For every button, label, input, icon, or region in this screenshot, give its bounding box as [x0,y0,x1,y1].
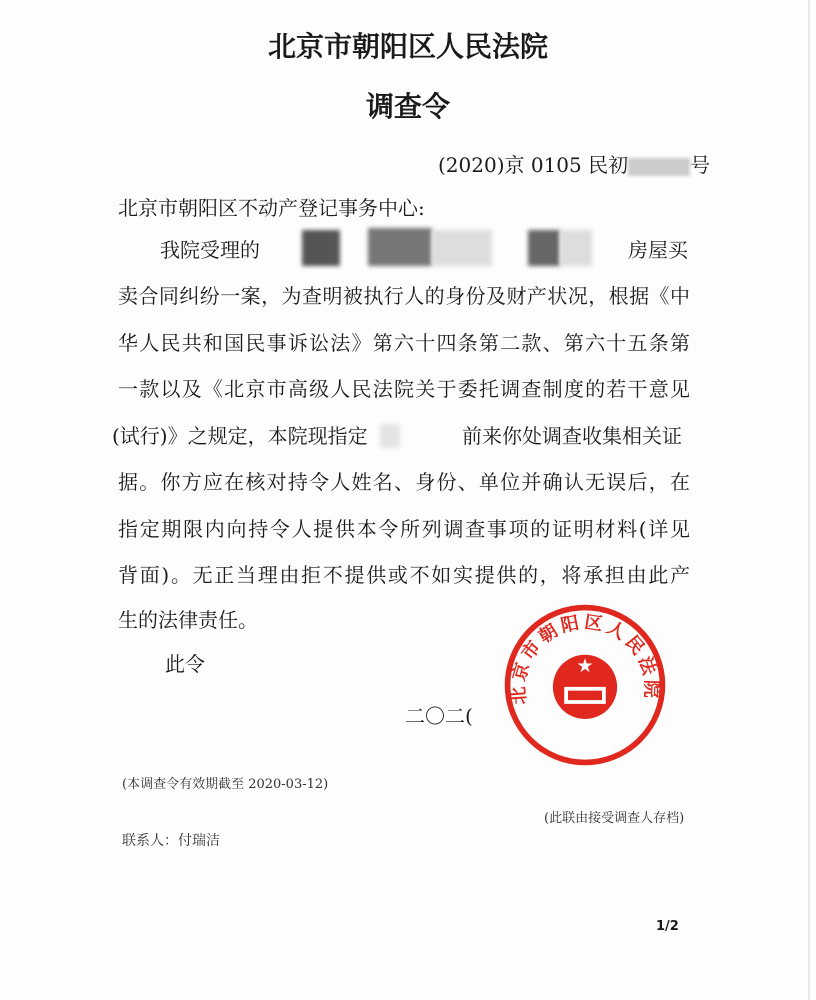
case-number [438,153,710,177]
body-line: (试行)》之规定，本院现指定 [112,424,368,448]
case-number-prefix: (2020)京 0105 民初 [438,153,629,177]
body-line: 我院受理的 [160,238,260,262]
body-line: 华人民共和国民事诉讼法》第六十四条第二款、第六十五条第 [118,331,690,355]
date-partial: 二〇二( [405,704,473,728]
closing: 此令 [165,652,205,676]
court-name: 北京市朝阳区人民法院 [267,30,548,63]
body-line: 房屋买 [628,238,688,262]
redacted-block [528,230,560,266]
redacted-block [560,230,592,266]
redacted-block [302,230,340,266]
court-seal [500,600,670,770]
body-line: 指定期限内向持令人提供本令所列调查事项的证明材料(详见 [118,517,690,541]
body-line: 卖合同纠纷一案，为查明被执行人的身份及财产状况，根据《中 [118,284,690,308]
redacted-block [432,230,492,266]
body-line: 背面)。无正当理由拒不提供或不如实提供的，将承担由此产 [118,563,690,587]
body-line: 据。你方应在核对持令人姓名、身份、单位并确认无误后，在 [118,470,690,494]
body-line: 生的法律责任。 [118,608,258,632]
redacted-block [380,424,400,448]
page-edge [808,0,810,1000]
recipient: 北京市朝阳区不动产登记事务中心: [118,196,425,220]
svg-text:★: ★ [576,654,594,677]
contact: 联系人：付瑞洁 [122,833,220,849]
redacted-block [628,158,690,176]
archive-note: (此联由接受调查人存档) [544,811,685,826]
document-title: 调查令 [365,90,450,123]
body-line: 前来你处调查收集相关证 [462,424,682,448]
page-number: 1/2 [656,919,679,934]
redacted-block [368,228,432,266]
case-number-suffix: 号 [690,153,711,177]
validity-note: (本调查令有效期截至 2020-03-12) [122,777,329,792]
body-line: 一款以及《北京市高级人民法院关于委托调查制度的若干意见 [118,377,690,401]
svg-text:北京市朝阳区人民法院: 北京市朝阳区人民法院 [507,611,662,706]
